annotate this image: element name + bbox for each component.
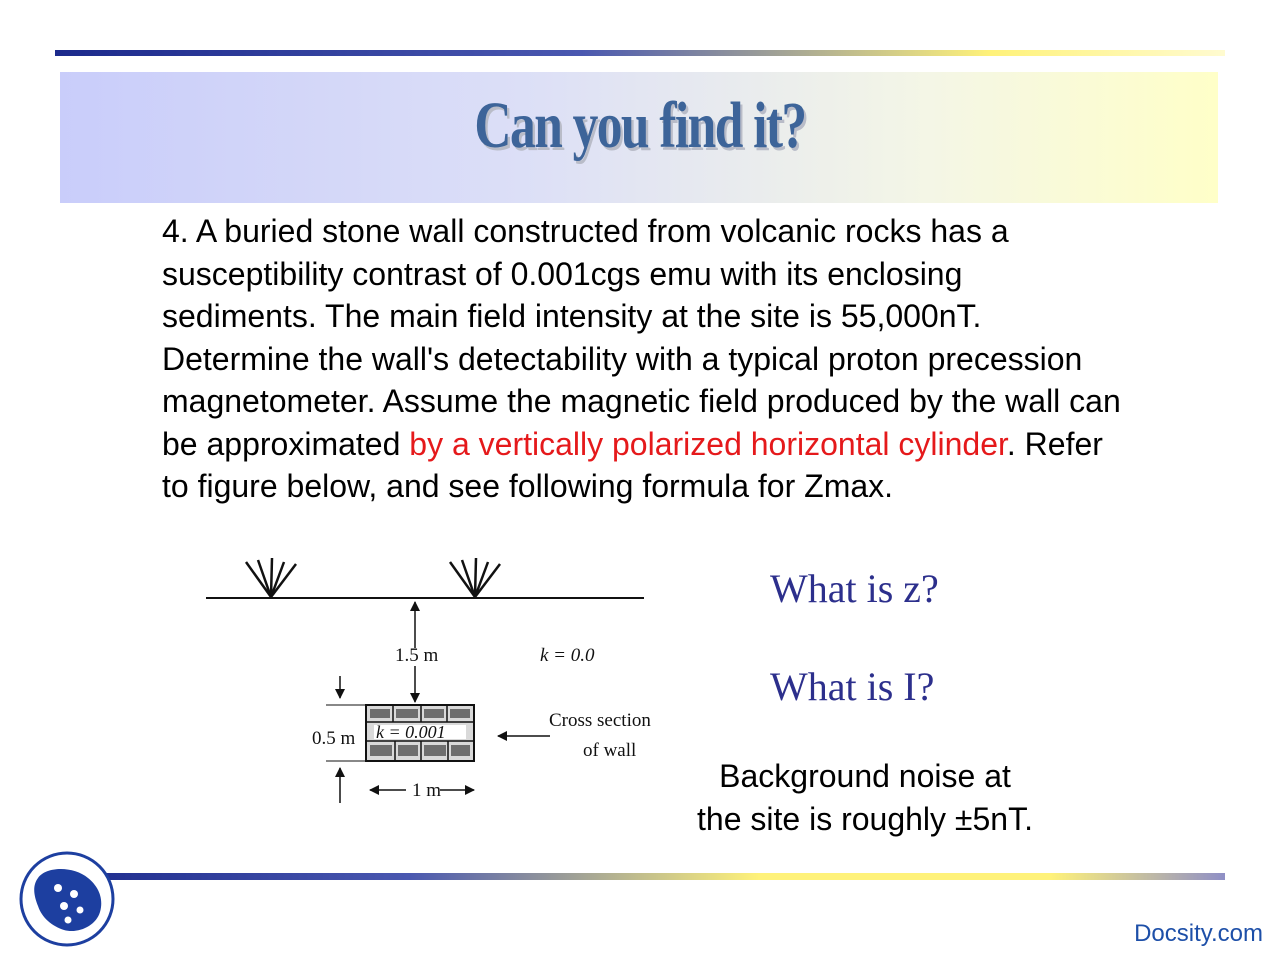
question-z: What is z?: [770, 566, 939, 611]
width-label: 1 m: [412, 780, 442, 801]
noise-line-1: Background noise at: [719, 758, 1011, 794]
stone-wall: [366, 705, 474, 761]
problem-text-part1: 4. A buried stone wall constructed from volcanic rocks has a susceptibility contrast of 0.001cgs emu with its enclosing sediments. The main field intensity at the site is 55,000nT. Determine the wall's detectability with a typical proton precession magnetometer. Assume the magnetic field produced by the wall can be approximated: [162, 213, 1121, 462]
wall-cross-section-figure: [178, 548, 678, 813]
problem-highlight: by a vertically polarized horizontal cylinder: [409, 425, 1007, 462]
problem-text-part2: . Refer to figure below, and see following formula for Zmax.: [162, 425, 1103, 504]
top-rule: [55, 50, 1225, 56]
docsity-logo-icon: [18, 850, 116, 948]
noise-line-2: the site is roughly ±5nT.: [697, 801, 1033, 837]
caption-line1: Cross section: [549, 710, 651, 731]
bottom-rule: [60, 873, 1225, 880]
question-i: What is I?: [770, 664, 935, 709]
grass-tuft-icon: [246, 558, 296, 597]
noise-note: [660, 755, 1070, 841]
depth-label: 1.5 m: [395, 645, 439, 666]
k-surround-label: k = 0.0: [540, 645, 595, 666]
brand-link[interactable]: Docsity.com: [1134, 920, 1263, 947]
height-label: 0.5 m: [312, 728, 356, 749]
k-wall-label: k = 0.001: [376, 722, 446, 742]
grass-tuft-icon: [450, 558, 500, 597]
problem-text: [162, 210, 1122, 542]
slide-title: Can you find it?: [474, 89, 806, 162]
caption-line2: of wall: [583, 740, 637, 761]
